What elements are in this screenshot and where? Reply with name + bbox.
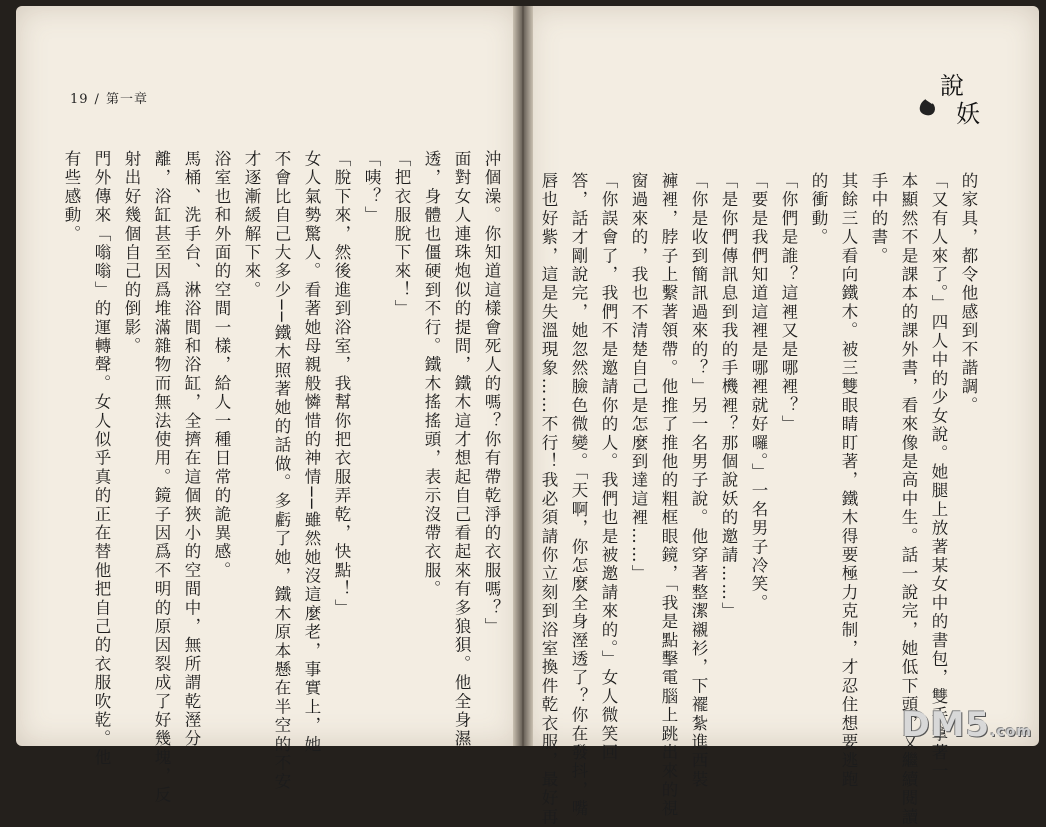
- right-page-line: 的衝動。: [809, 172, 828, 247]
- left-page-line: 「把衣服脫下來！」: [392, 150, 411, 319]
- right-page-line: 唇也好紫，這是失溫現象……不行！我必須請你立刻到浴室換件乾衣服，最好再: [539, 172, 558, 827]
- left-page-line: 沖個澡。你知道這樣會死人的嗎？你有帶乾淨的衣服嗎？」: [482, 150, 501, 637]
- left-page-line: 離，浴缸甚至因爲堆滿雜物而無法使用。鏡子因爲不明的原因裂成了好幾塊，反: [152, 150, 171, 805]
- page-number: 19: [70, 92, 89, 107]
- left-page-line: 面對女人連珠炮似的提問，鐵木這才想起自己看起來有多狼狽。他全身濕: [452, 150, 471, 749]
- chapter-title: 第一章: [105, 92, 148, 107]
- right-page-line: 本顯然不是課本的課外書，看來像是高中生。話一說完，她低下頭，又繼續閱讀: [899, 172, 918, 827]
- left-page-line: 馬桶、洗手台、淋浴間和浴缸，全擠在這個狹小的空間中，無所謂乾溼分: [182, 150, 201, 749]
- right-page-line: 的家具，都令他感到不諧調。: [959, 172, 978, 416]
- left-page-line: 女人氣勢驚人。看著她母親般憐惜的神情──雖然她沒這麼老，事實上，她: [302, 150, 321, 754]
- watermark-main: DM5: [901, 705, 991, 745]
- left-page-header: [70, 88, 148, 107]
- left-page-line: 「脫下來，然後進到浴室，我幫你把衣服弄乾，快點！」: [332, 150, 351, 618]
- left-page-line: 有些感動。: [62, 150, 81, 244]
- left-page-line: 透，身體也僵硬到不行。鐵木搖搖頭，表示沒帶衣服。: [422, 150, 441, 599]
- right-page-line: 「你是收到簡訊過來的？」另一名男子說。他穿著整潔襯衫，下襬紮進西裝: [689, 172, 708, 790]
- right-page-line: 答，話才剛說完，她忽然臉色微變。「天啊，你怎麼全身溼透了？你在發抖，嘴: [569, 172, 588, 819]
- left-page-line: 不會比自己大多少──鐵木照著她的話做。多虧了她，鐵木原本懸在半空的不安: [272, 150, 291, 792]
- left-page-line: 射出好幾個自己的倒影。: [122, 150, 141, 356]
- left-page-line: 浴室也和外面的空間一樣，給人一種日常的詭異感。: [212, 150, 231, 581]
- left-page-text: [62, 150, 506, 805]
- logo-char-2: 妖: [956, 100, 980, 128]
- right-page-line: 手中的書。: [869, 172, 888, 266]
- right-page-line: 褲裡，脖子上繫著領帶。他推了推他的粗框眼鏡，「我是點擊電腦上跳出來的視: [659, 172, 678, 819]
- shuoyao-logo: [912, 62, 988, 132]
- header-separator: /: [94, 92, 100, 107]
- right-page-line: 其餘三人看向鐵木。被三雙眼睛盯著，鐵木得要極力克制，才忍住想要逃跑: [839, 172, 858, 790]
- right-page-line: 「要是我們知道這裡是哪裡就好囉。」一名男子冷笑。: [749, 172, 768, 613]
- dm5-watermark: [901, 705, 1032, 745]
- watermark-suffix: .com: [990, 724, 1032, 740]
- left-page-line: 「咦？」: [362, 150, 381, 225]
- right-page-line: 「你誤會了，我們不是邀請你的人。我們也是被邀請來的。」女人微笑回: [599, 172, 618, 763]
- left-page-line: 門外傳來「嗡嗡」的運轉聲。女人似乎真的正在替他把自己的衣服吹乾。他: [92, 150, 111, 768]
- right-page-line: 「又有人來了。」四人中的少女說。她腿上放著某女中的書包，雙手拿著一: [929, 172, 948, 781]
- logo-char-1: 說: [940, 72, 964, 100]
- left-page-line: 才逐漸緩解下來。: [242, 150, 261, 300]
- right-page-line: 「是你們傳訊息到我的手機裡？那個說妖的邀請……」: [719, 172, 738, 621]
- right-page-line: 窗過來的，我也不清楚自己是怎麼到達這裡……」: [629, 172, 648, 584]
- right-page-line: 「你們是誰？這裡又是哪裡？」: [779, 172, 798, 434]
- book-gutter: [513, 6, 533, 746]
